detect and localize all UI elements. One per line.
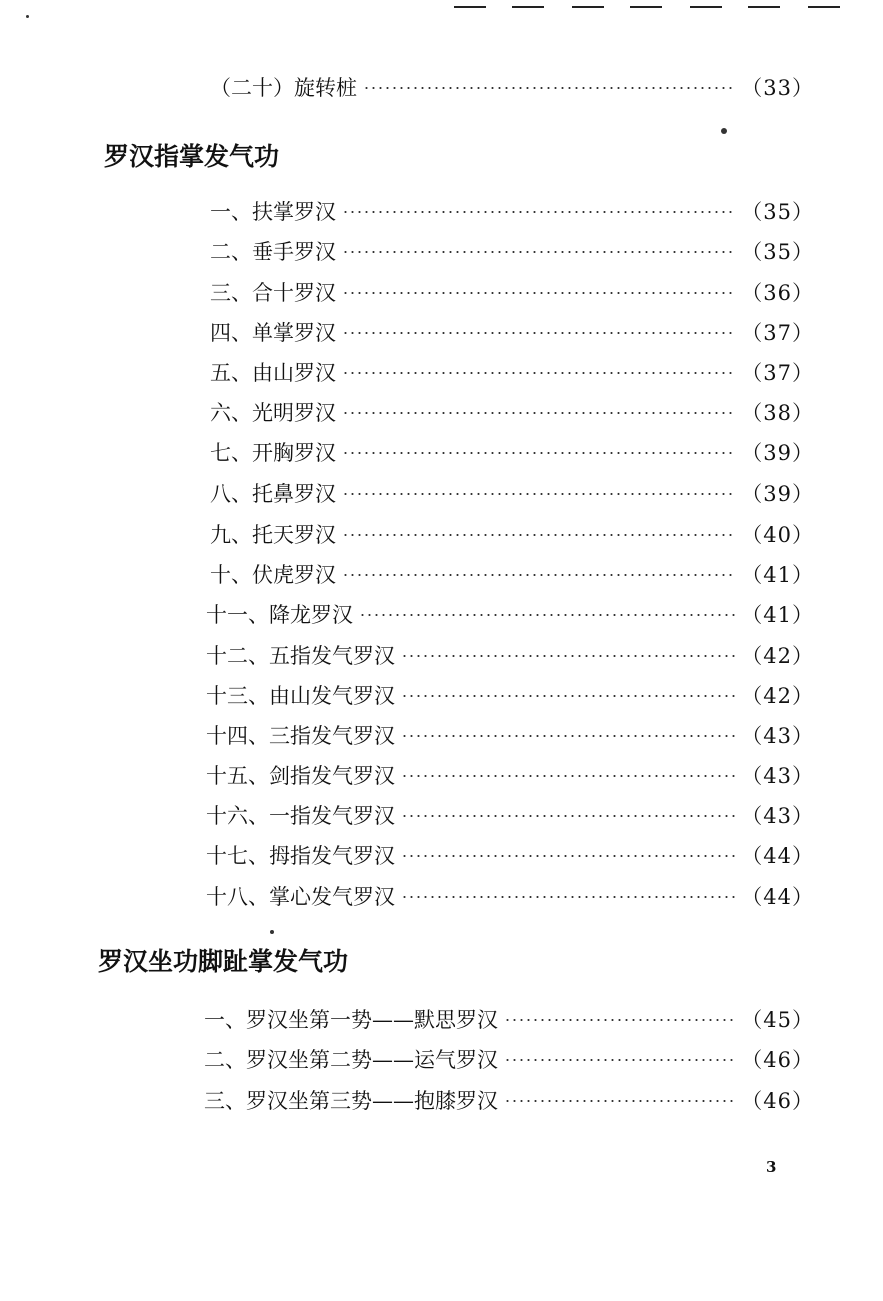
toc-entry-page: （42） bbox=[741, 644, 814, 668]
toc-entry-title: 一指发气罗汉 bbox=[269, 804, 395, 828]
toc-entry-page: （40） bbox=[741, 523, 814, 547]
dot-leader bbox=[401, 734, 735, 738]
scan-mark bbox=[630, 6, 662, 8]
toc-entry-title: 开胸罗汉 bbox=[252, 441, 336, 465]
toc-entry-page: （44） bbox=[741, 844, 814, 868]
dot-leader bbox=[342, 451, 735, 455]
toc-entry-number: 六、 bbox=[210, 401, 252, 425]
toc-entry-title: 剑指发气罗汉 bbox=[269, 764, 395, 788]
dot-leader bbox=[401, 854, 735, 858]
section-heading: 罗汉坐功脚趾掌发气功 bbox=[98, 947, 349, 976]
dot-leader bbox=[342, 492, 735, 496]
toc-entry-number: 二、 bbox=[210, 240, 252, 264]
scan-mark bbox=[808, 6, 840, 8]
toc-entry-number: 三、 bbox=[204, 1089, 246, 1113]
toc-entry-title: 降龙罗汉 bbox=[269, 603, 353, 627]
dot-leader bbox=[342, 411, 735, 415]
toc-entry-number: 一、 bbox=[210, 200, 252, 224]
toc-entry[interactable] bbox=[204, 1086, 814, 1116]
section-heading: 罗汉指掌发气功 bbox=[104, 142, 280, 171]
toc-entry-title: 托天罗汉 bbox=[252, 523, 336, 547]
toc-entry-title: 罗汉坐第一势——默思罗汉 bbox=[246, 1008, 498, 1032]
toc-entry[interactable] bbox=[206, 721, 814, 751]
toc-entry-title: 合十罗汉 bbox=[252, 281, 336, 305]
dot-leader bbox=[342, 371, 735, 375]
toc-entry-title: 扶掌罗汉 bbox=[252, 200, 336, 224]
scan-speck bbox=[270, 930, 274, 934]
toc-entry-number: 四、 bbox=[210, 321, 252, 345]
toc-entry-title: 由山发气罗汉 bbox=[269, 684, 395, 708]
toc-entry-number: 十八、 bbox=[206, 885, 269, 909]
toc-entry-page: （38） bbox=[741, 401, 814, 425]
toc-entry[interactable] bbox=[206, 681, 814, 711]
toc-entry-title: 掌心发气罗汉 bbox=[269, 885, 395, 909]
toc-entry[interactable] bbox=[206, 882, 814, 912]
scan-speck bbox=[721, 128, 727, 134]
toc-entry-title: 单掌罗汉 bbox=[252, 321, 336, 345]
toc-entry-page: （45） bbox=[741, 1008, 814, 1032]
dot-leader bbox=[401, 774, 735, 778]
toc-entry[interactable] bbox=[204, 1005, 814, 1035]
toc-entry[interactable] bbox=[206, 801, 814, 831]
toc-entry-page: （42） bbox=[741, 684, 814, 708]
toc-entry-page: （39） bbox=[741, 482, 814, 506]
toc-entry-title: 罗汉坐第三势——抱膝罗汉 bbox=[246, 1089, 498, 1113]
toc-entry-page: （35） bbox=[741, 200, 814, 224]
toc-entry-title: 托鼻罗汉 bbox=[252, 482, 336, 506]
dot-leader bbox=[504, 1099, 735, 1103]
dot-leader bbox=[342, 291, 735, 295]
toc-entry-number: 十四、 bbox=[206, 724, 269, 748]
toc-entry[interactable] bbox=[210, 358, 814, 388]
toc-entry[interactable] bbox=[210, 318, 814, 348]
toc-entry-title: 伏虎罗汉 bbox=[252, 563, 336, 587]
toc-entry-page: （41） bbox=[741, 603, 814, 627]
dot-leader bbox=[342, 331, 735, 335]
scan-mark bbox=[572, 6, 604, 8]
dot-leader bbox=[401, 654, 735, 658]
toc-entry[interactable] bbox=[206, 600, 814, 630]
toc-entry[interactable] bbox=[206, 841, 814, 871]
toc-entry-number: 五、 bbox=[210, 361, 252, 385]
scan-mark bbox=[690, 6, 722, 8]
toc-entry-number: 九、 bbox=[210, 523, 252, 547]
toc-entry-page: （35） bbox=[741, 240, 814, 264]
dot-leader bbox=[342, 533, 735, 537]
toc-entry[interactable] bbox=[210, 560, 814, 590]
toc-entry-page: （44） bbox=[741, 885, 814, 909]
toc-entry-number: 十、 bbox=[210, 563, 252, 587]
scan-speck bbox=[26, 15, 29, 18]
dot-leader bbox=[401, 694, 735, 698]
toc-entry-page: （43） bbox=[741, 764, 814, 788]
toc-entry-number: 七、 bbox=[210, 441, 252, 465]
toc-entry-number: 十六、 bbox=[206, 804, 269, 828]
toc-entry-title: 由山罗汉 bbox=[252, 361, 336, 385]
toc-entry-page: （37） bbox=[741, 361, 814, 385]
scan-mark bbox=[454, 6, 486, 8]
toc-entry[interactable] bbox=[210, 73, 814, 103]
toc-entry-page: （37） bbox=[741, 321, 814, 345]
toc-entry-number: 一、 bbox=[204, 1008, 246, 1032]
toc-entry-title: 拇指发气罗汉 bbox=[269, 844, 395, 868]
toc-entry-title: 三指发气罗汉 bbox=[269, 724, 395, 748]
toc-entry-number: （二十） bbox=[210, 76, 294, 100]
dot-leader bbox=[342, 250, 735, 254]
toc-entry[interactable] bbox=[210, 438, 814, 468]
toc-entry[interactable] bbox=[210, 398, 814, 428]
dot-leader bbox=[401, 895, 735, 899]
toc-entry-page: （43） bbox=[741, 804, 814, 828]
toc-entry-page: （46） bbox=[741, 1048, 814, 1072]
toc-entry-title: 罗汉坐第二势——运气罗汉 bbox=[246, 1048, 498, 1072]
toc-entry-page: （46） bbox=[741, 1089, 814, 1113]
toc-entry-number: 十七、 bbox=[206, 844, 269, 868]
toc-entry[interactable] bbox=[206, 641, 814, 671]
toc-entry-number: 十三、 bbox=[206, 684, 269, 708]
toc-entry-number: 十五、 bbox=[206, 764, 269, 788]
scan-mark bbox=[512, 6, 544, 8]
toc-entry-page: （43） bbox=[741, 724, 814, 748]
toc-entry-title: 旋转桩 bbox=[294, 76, 357, 100]
toc-entry[interactable] bbox=[210, 237, 814, 267]
toc-entry[interactable] bbox=[210, 278, 814, 308]
dot-leader bbox=[504, 1058, 735, 1062]
toc-entry[interactable] bbox=[206, 761, 814, 791]
toc-entry[interactable] bbox=[210, 520, 814, 550]
toc-entry-number: 十一、 bbox=[206, 603, 269, 627]
dot-leader bbox=[359, 613, 735, 617]
dot-leader bbox=[401, 814, 735, 818]
toc-entry-number: 十二、 bbox=[206, 644, 269, 668]
dot-leader bbox=[342, 210, 735, 214]
toc-entry-title: 垂手罗汉 bbox=[252, 240, 336, 264]
scan-mark bbox=[748, 6, 780, 8]
toc-entry[interactable] bbox=[210, 197, 814, 227]
toc-entry-page: （33） bbox=[741, 76, 814, 100]
toc-entry[interactable] bbox=[204, 1045, 814, 1075]
toc-entry-number: 八、 bbox=[210, 482, 252, 506]
toc-entry-page: （39） bbox=[741, 441, 814, 465]
toc-entry-number: 二、 bbox=[204, 1048, 246, 1072]
toc-entry-number: 三、 bbox=[210, 281, 252, 305]
toc-entry[interactable] bbox=[210, 479, 814, 509]
dot-leader bbox=[504, 1018, 735, 1022]
toc-entry-title: 五指发气罗汉 bbox=[269, 644, 395, 668]
page-number: 3 bbox=[766, 1158, 777, 1176]
toc-entry-page: （36） bbox=[741, 281, 814, 305]
toc-entry-title: 光明罗汉 bbox=[252, 401, 336, 425]
dot-leader bbox=[363, 86, 735, 90]
dot-leader bbox=[342, 573, 735, 577]
toc-entry-page: （41） bbox=[741, 563, 814, 587]
